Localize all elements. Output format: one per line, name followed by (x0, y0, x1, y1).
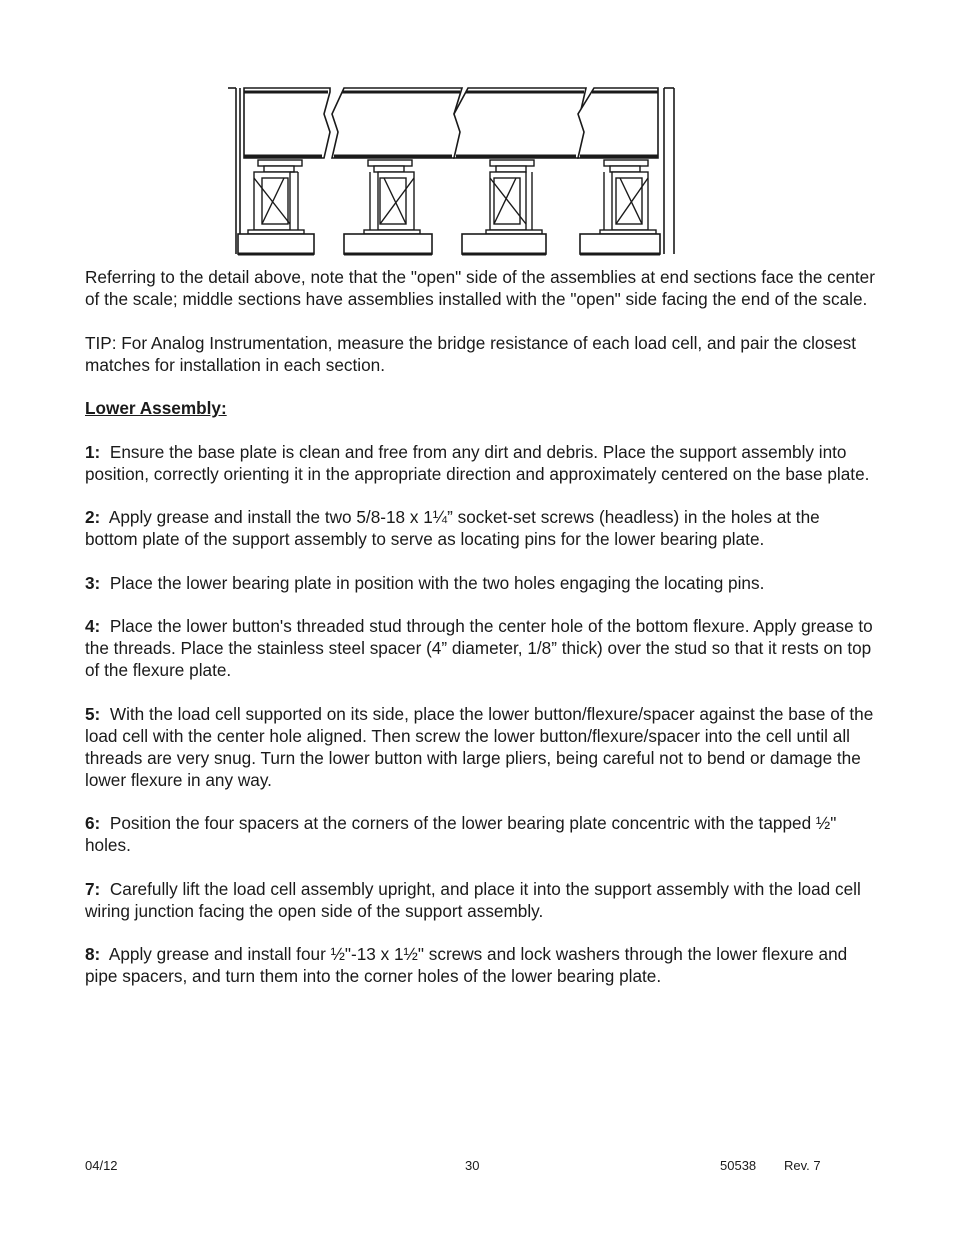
footer-date: 04/12 (85, 1158, 118, 1173)
step-number: 1: (85, 441, 101, 462)
step-number: 2: (85, 507, 101, 527)
step-7 (85, 878, 875, 922)
step-text: Apply grease and install the two 5/8-18 x 1¼” socket-set screws (headless) in the holes at the bottom plate of the support assembly to serve as locating pins for the lower bearing plate. (85, 507, 820, 549)
step-text: Place the lower button's threaded stud through the center hole of the bottom flexure. Apply grease to the threads. Place the stainless steel spacer (4” diameter, 1/8” thick) over the stud so that it rests on top of the flexure plate. (85, 616, 873, 680)
step-number: 3: (85, 572, 101, 593)
step-text: Place the lower bearing plate in position with the two holes engaging the locating pins. (109, 572, 765, 593)
step-6 (85, 812, 875, 856)
load-cell-assembly-diagram (228, 84, 678, 258)
step-text: Position the four spacers at the corners of the lower bearing plate concentric with the tapped ½" holes. (85, 813, 837, 855)
tip-paragraph: TIP: For Analog Instrumentation, measure the bridge resistance of each load cell, and pair the closest matches for installation in each section. (85, 332, 856, 375)
step-1 (85, 441, 875, 485)
body-text (85, 266, 875, 1009)
step-2 (85, 506, 875, 550)
step-5 (85, 703, 875, 791)
step-number: 8: (85, 944, 101, 964)
step-3 (85, 572, 875, 594)
step-text: With the load cell supported on its side, place the lower button/flexure/spacer against the base of the load cell with the center hole aligned. Then screw the lower button/flexure/spacer into the cell until all threads are very snug. Turn the lower button with large pliers, being careful not to bend or damage the lower flexure in any way. (85, 703, 874, 790)
section-heading: Lower Assembly: (85, 398, 227, 418)
step-number: 6: (85, 813, 101, 833)
step-4 (85, 615, 875, 681)
step-number: 7: (85, 878, 101, 899)
step-text: Carefully lift the load cell assembly upright, and place it into the support assembly with the load cell wiring junction facing the open side of the support assembly. (85, 878, 861, 921)
step-text: Apply grease and install four ½"-13 x 1½" screws and lock washers through the lower flexure and pipe spacers, and turn them into the corner holes of the lower bearing plate. (85, 944, 848, 986)
footer-doc-number: 50538 (720, 1158, 757, 1173)
intro-paragraph: Referring to the detail above, note that the "open" side of the assemblies at end sections face the center of the scale; middle sections have assemblies installed with the "open" side facing the end of the scale. (85, 267, 875, 309)
step-number: 5: (85, 703, 101, 724)
footer-revision: Rev. 7 (784, 1158, 821, 1173)
step-8 (85, 943, 875, 987)
step-number: 4: (85, 616, 101, 636)
step-text: Ensure the base plate is clean and free from any dirt and debris. Place the support assembly into position, correctly orienting it in the appropriate direction and approximately centered on the base plate. (85, 441, 870, 484)
footer-page-number: 30 (465, 1158, 480, 1173)
